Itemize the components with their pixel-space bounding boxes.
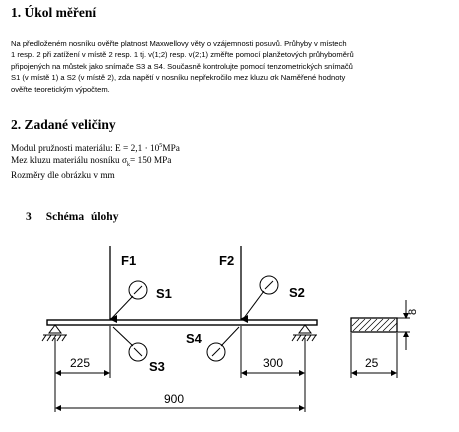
dimensions-note: Rozměry dle obrázku v mm [11,171,115,182]
modulus-unit: MPa [162,144,180,155]
sensor-s4-label: S4 [186,331,202,346]
cross-width-label: 25 [365,356,379,370]
yield-subscript: k [127,161,131,168]
task-line-3: připojených na můstek jako snímače S3 a S4. Současně kontrolujte pomocí tenzometrických snímačů [11,61,353,71]
section-3-number: 3 [26,211,32,223]
task-line-1: Na předloženém nosníku ověřte platnost Maxwellovy věty o vzájemnosti posuvů. Průhyby v místech [11,39,347,48]
cross-section [351,300,410,378]
sensor-s2-gauge [244,276,278,318]
force-1-label: F1 [121,253,137,268]
dimension-left-label: 225 [70,356,91,370]
beam [47,320,317,325]
task-line-5: ověřte teoretickým výpočtem. [11,84,110,94]
modulus-label: Modul pružnosti materiálu: E = 2,1 · 10 [11,144,160,155]
force-2-label: F2 [219,253,235,268]
yield-value: = 150 MPa [130,155,172,166]
task-line-2: 1 resp. 2 při zatížení v místě 2 resp. 1 tj. v(1;2) resp. v(2;1) změřte pomocí planžetových průhyboměrů [11,50,354,60]
sensor-s3-gauge [113,327,147,361]
sensor-s3-label: S3 [149,359,165,374]
sensor-s1-label: S1 [156,286,172,301]
beam-group [42,246,410,412]
sensor-s4-gauge [207,327,239,361]
section-2-title: 2. Zadané veličiny [11,117,116,132]
cross-height-label: 8 [407,308,419,315]
dimension-total-label: 900 [164,392,185,406]
yield-label: Mez kluzu materiálu nosníku σ [11,155,128,166]
sensor-s2-label: S2 [289,285,305,300]
dimension-left [55,326,110,378]
task-line-4: S1 (v místě 1) a S2 (v místě 2), zda napětí v nosníku nepřekročilo mez kluzu σk Naměřené hodnoty [11,73,346,83]
section-3-label: Schéma úlohy [45,211,119,223]
modulus-exponent: 5 [159,143,163,149]
sensor-s1-gauge [112,281,147,318]
section-1-title: 1. Úkol měření [11,5,97,20]
dimension-right-label: 300 [263,356,284,370]
